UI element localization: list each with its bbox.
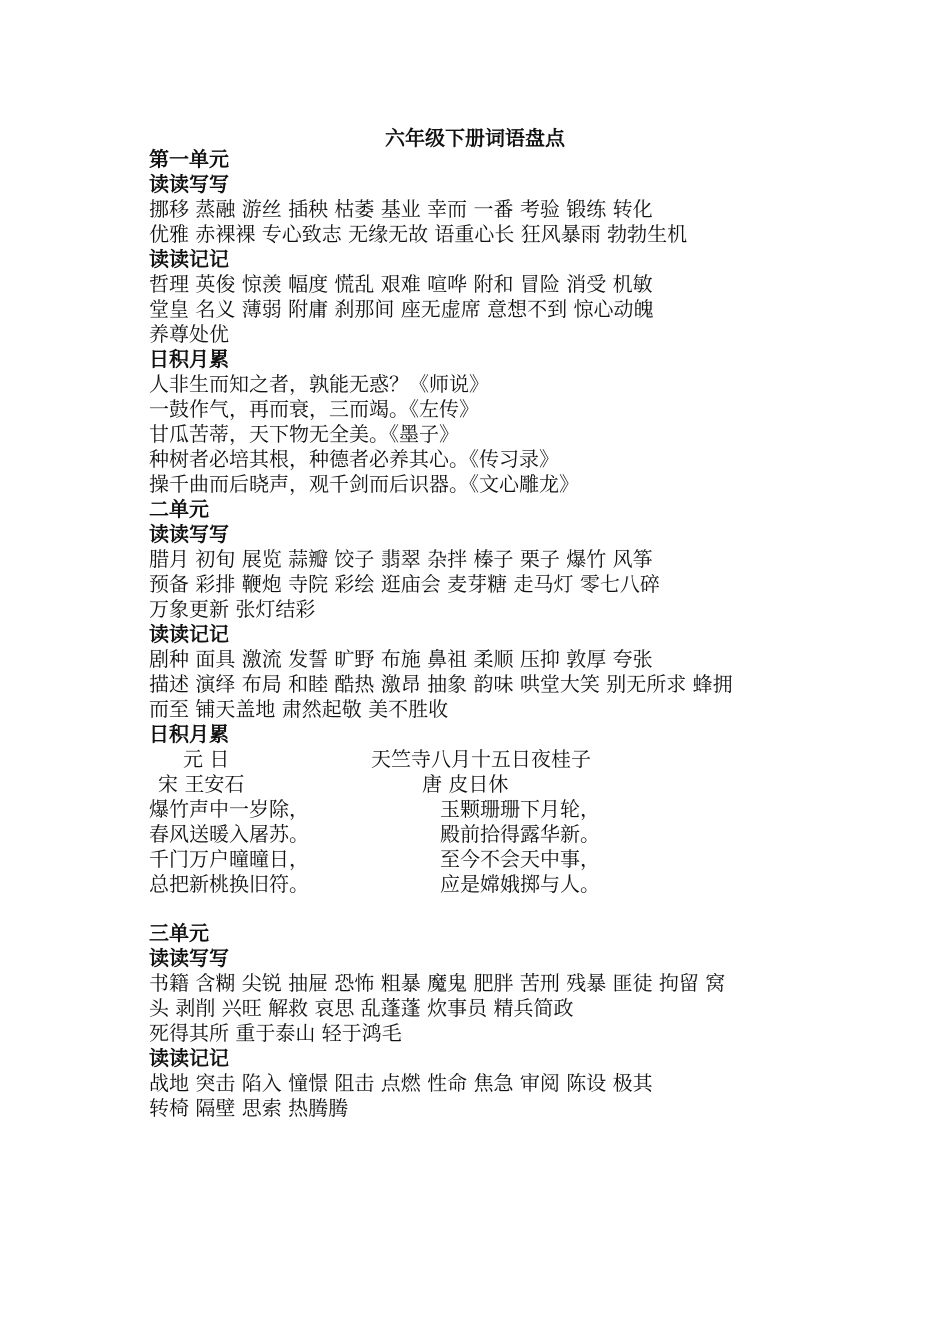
unit2-accumulate-heading: 日积月累 (149, 722, 229, 746)
unit2-read-remember-heading: 读读记记 (149, 622, 229, 646)
unit2-read-write-heading: 读读写写 (149, 522, 229, 546)
unit1-quote: 甘瓜苦蒂，天下物无全美。《墨子》 (149, 422, 459, 446)
poem2-line: 玉颗珊珊下月轮， (440, 797, 600, 821)
unit1-quote: 人非生而知之者，孰能无惑？《师说》 (149, 372, 489, 396)
unit1-quote: 种树者必培其根，种德者必养其心。《传习录》 (149, 447, 559, 471)
unit1-heading: 第一单元 (149, 147, 229, 171)
unit2-read-write-line: 腊月 初旬 展览 蒜瓣 饺子 翡翠 杂拌 榛子 栗子 爆竹 风筝 (149, 547, 653, 571)
poem2-line: 殿前拾得露华新。 (440, 822, 600, 846)
poem2-line: 应是嫦娥掷与人。 (440, 872, 600, 896)
unit1-accumulate-heading: 日积月累 (149, 347, 229, 371)
unit2-read-write-line: 万象更新 张灯结彩 (149, 597, 316, 621)
unit3-read-write-line: 头 剥削 兴旺 解救 哀思 乱蓬蓬 炊事员 精兵简政 (149, 996, 574, 1020)
unit1-read-remember-heading: 读读记记 (149, 247, 229, 271)
unit2-read-remember-line: 描述 演绎 布局 和睦 酷热 激昂 抽象 韵味 哄堂大笑 别无所求 蜂拥 (149, 672, 733, 696)
poem1-author: 宋 王安石 (158, 772, 245, 796)
unit2-read-write-line: 预备 彩排 鞭炮 寺院 彩绘 逛庙会 麦芽糖 走马灯 零七八碎 (149, 572, 660, 596)
unit2-heading: 二单元 (149, 497, 209, 521)
unit3-heading: 三单元 (149, 921, 209, 945)
poem1-line: 春风送暖入屠苏。 (149, 822, 309, 846)
unit1-read-write-heading: 读读写写 (149, 172, 229, 196)
unit3-read-remember-line: 战地 突击 陷入 憧憬 阻击 点燃 性命 焦急 审阅 陈设 极其 (149, 1071, 653, 1095)
poem1-title: 元 日 (183, 747, 230, 771)
unit1-quote: 一鼓作气，再而衰，三而竭。《左传》 (149, 397, 479, 421)
unit3-read-remember-heading: 读读记记 (149, 1046, 229, 1070)
poem2-line: 至今不会天中事， (440, 847, 600, 871)
unit3-read-write-line: 死得其所 重于泰山 轻于鸿毛 (149, 1021, 402, 1045)
poem2-title: 天竺寺八月十五日夜桂子 (371, 747, 591, 771)
unit2-read-remember-line: 而至 铺天盖地 肃然起敬 美不胜收 (149, 697, 449, 721)
poem1-line: 爆竹声中一岁除， (149, 797, 309, 821)
document-title: 六年级下册词语盘点 (385, 126, 565, 150)
poem2-author: 唐 皮日休 (422, 772, 509, 796)
unit2-read-remember-line: 剧种 面具 激流 发誓 旷野 布施 鼻祖 柔顺 压抑 敦厚 夸张 (149, 647, 653, 671)
unit3-read-write-line: 书籍 含糊 尖锐 抽屉 恐怖 粗暴 魔鬼 肥胖 苦刑 残暴 匪徒 拘留 窝 (149, 971, 726, 995)
unit1-read-write-line: 挪移 蒸融 游丝 插秧 枯萎 基业 幸而 一番 考验 锻练 转化 (149, 197, 653, 221)
unit3-read-remember-line: 转椅 隔壁 思索 热腾腾 (149, 1096, 349, 1120)
poem1-line: 总把新桃换旧符。 (149, 872, 309, 896)
unit3-read-write-heading: 读读写写 (149, 946, 229, 970)
poem1-line: 千门万户曈曈日， (149, 847, 309, 871)
unit1-read-remember-line: 堂皇 名义 薄弱 附庸 刹那间 座无虚席 意想不到 惊心动魄 (149, 297, 654, 321)
unit1-quote: 操千曲而后晓声，观千剑而后识器。《文心雕龙》 (149, 472, 579, 496)
unit1-read-remember-line: 养尊处优 (149, 322, 229, 346)
unit1-read-write-line: 优雅 赤裸裸 专心致志 无缘无故 语重心长 狂风暴雨 勃勃生机 (149, 222, 688, 246)
unit1-read-remember-line: 哲理 英俊 惊羡 幅度 慌乱 艰难 喧哗 附和 冒险 消受 机敏 (149, 272, 653, 296)
